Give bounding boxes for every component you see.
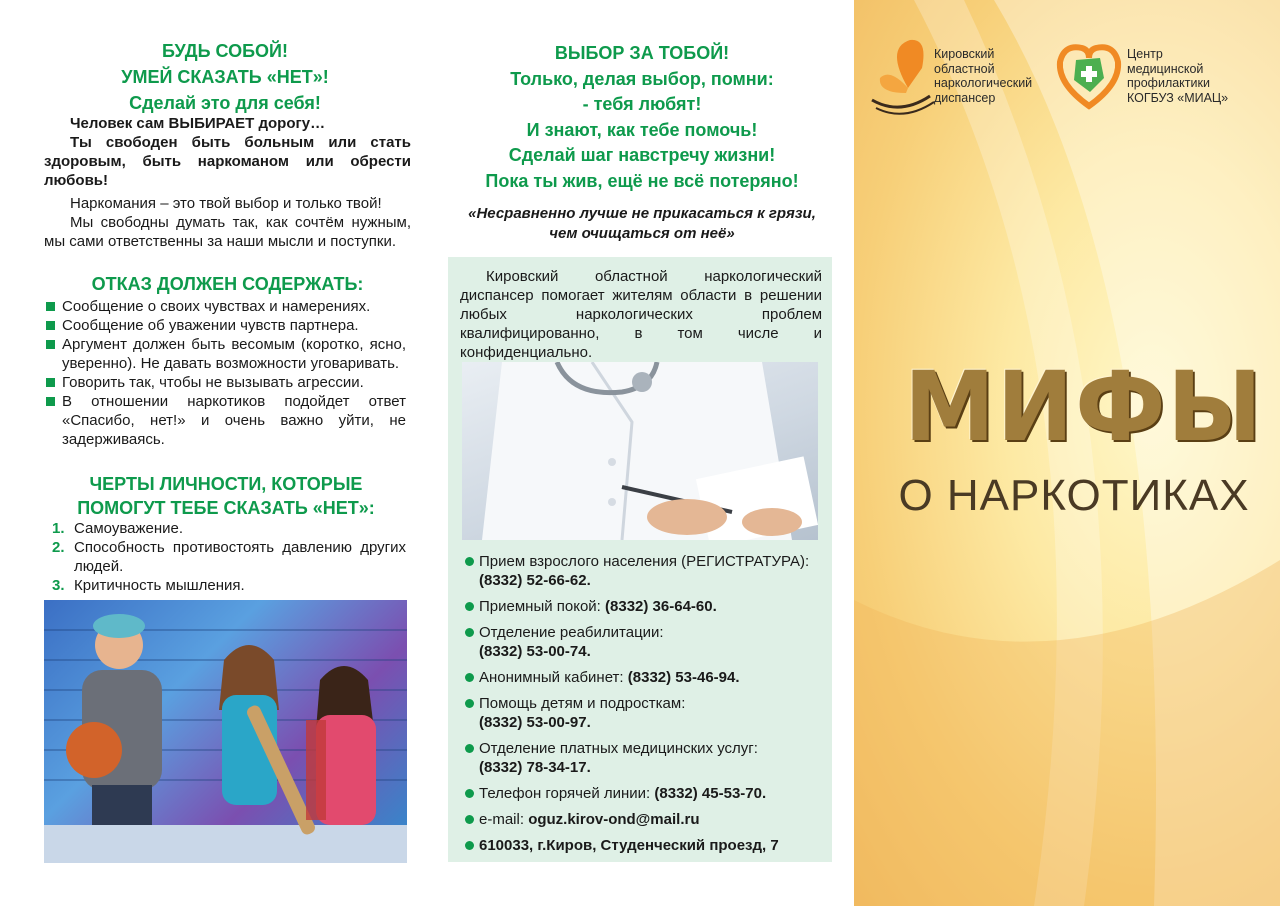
cover-panel	[854, 0, 1280, 906]
traits-list	[44, 519, 406, 595]
doctor-photo	[462, 362, 818, 540]
list-item: 3. Критичность мышления.	[52, 577, 245, 594]
intro-line: Человек сам ВЫБИРАЕТ дорогу…	[70, 115, 326, 132]
doctor-illustration	[462, 362, 818, 540]
contact-children: Помощь детям и подросткам: (8332) 53-00-97.	[465, 694, 827, 732]
contact-box	[448, 257, 832, 862]
green-dot-bullet	[465, 602, 474, 611]
green-square-bullet	[46, 321, 55, 330]
contact-hotline: Телефон горячей линии: (8332) 45-53-70.	[465, 784, 827, 803]
logo-1-caption: Кировский областной наркологический диспансер	[934, 47, 1033, 105]
traits-heading: ЧЕРТЫ ЛИЧНОСТИ, КОТОРЫЕ ПОМОГУТ ТЕБЕ СКАЗАТЬ «НЕТ»:	[77, 474, 375, 518]
green-dot-bullet	[465, 841, 474, 850]
contact-anonymous: Анонимный кабинет: (8332) 53-46-94.	[465, 668, 827, 687]
list-item: Говорить так, чтобы не вызывать агрессии.	[44, 373, 406, 392]
teenagers-photo	[44, 600, 407, 863]
quote: «Несравненно лучше не прикасаться к грязи, чем очищаться от неё»	[468, 205, 816, 242]
list-item: В отношении наркотиков подойдет ответ «Спасибо, нет!» и очень важно уйти, не задерживаясь.	[44, 392, 406, 449]
green-dot-bullet	[465, 789, 474, 798]
list-item: 2. Способность противостоять давлению других людей.	[52, 539, 406, 575]
left-panel	[0, 0, 430, 906]
green-dot-bullet	[465, 744, 474, 753]
refusal-heading: ОТКАЗ ДОЛЖЕН СОДЕРЖАТЬ:	[91, 274, 364, 294]
green-dot-bullet	[465, 815, 474, 824]
green-square-bullet	[46, 397, 55, 406]
heart-logo	[1054, 40, 1124, 112]
be-yourself-heading: БУДЬ СОБОЙ! УМЕЙ СКАЗАТЬ «НЕТ»! Сделай это для себя!	[121, 41, 329, 113]
intro-freedom: Ты свободен быть больным или стать здоровым, быть наркоманом или обрести любовь!	[44, 134, 411, 189]
middle-panel	[430, 0, 854, 906]
list-item: Сообщение о своих чувствах и намерениях.	[44, 297, 406, 316]
dispensary-description: Кировский областной наркологический диспансер помогает жителям области в решении любых наркологических проблем квалифицированно, в том числе и конфиденциально.	[460, 268, 822, 361]
green-dot-bullet	[465, 699, 474, 708]
teenagers-illustration	[44, 600, 407, 863]
contact-email[interactable]: e-mail: oguz.kirov-ond@mail.ru	[465, 810, 827, 829]
refusal-list	[44, 297, 406, 449]
addiction-choice: Наркомания – это твой выбор и только твой!	[70, 195, 382, 212]
contact-admission: Приемный покой: (8332) 36-64-60.	[465, 597, 827, 616]
list-item: Сообщение об уважении чувств партнера.	[44, 316, 406, 335]
contact-paid-services: Отделение платных медицинских услуг: (8332) 78-34-17.	[465, 739, 827, 777]
butterfly-hand-icon	[870, 38, 940, 118]
contacts-list	[465, 552, 827, 862]
green-dot-bullet	[465, 628, 474, 637]
list-item: 1. Самоуважение.	[52, 520, 184, 537]
heart-map-icon	[1054, 40, 1124, 112]
choice-heading: ВЫБОР ЗА ТОБОЙ! Только, делая выбор, помни: - тебя любят! И знают, как тебе помочь! Сделай шаг навстречу жизни! Пока ты жив, ещё не всё потеряно!	[485, 43, 799, 191]
cover-subtitle: О НАРКОТИКАХ	[898, 471, 1250, 520]
contact-address: 610033, г.Киров, Студенческий проезд, 7	[465, 836, 827, 855]
green-square-bullet	[46, 378, 55, 387]
intro-block	[44, 114, 411, 251]
green-square-bullet	[46, 340, 55, 349]
list-item: Аргумент должен быть весомым (коротко, ясно, уверенно). Не давать возможности уговаривать.	[44, 335, 406, 373]
contact-rehabilitation: Отделение реабилитации: (8332) 53-00-74.	[465, 623, 827, 661]
contact-registry: Прием взрослого населения (РЕГИСТРАТУРА): (8332) 52-66-62.	[465, 552, 827, 590]
logo-2-caption: Центр медицинской профилактики КОГБУЗ «МИАЦ»	[1127, 47, 1229, 105]
green-dot-bullet	[465, 557, 474, 566]
green-square-bullet	[46, 302, 55, 311]
cover-title: МИФЫ	[904, 351, 1264, 463]
responsibility-text: Мы свободны думать так, как сочтём нужным, мы сами ответственны за наши мысли и поступки.	[44, 214, 411, 250]
butterfly-logo	[870, 38, 940, 118]
green-dot-bullet	[465, 673, 474, 682]
